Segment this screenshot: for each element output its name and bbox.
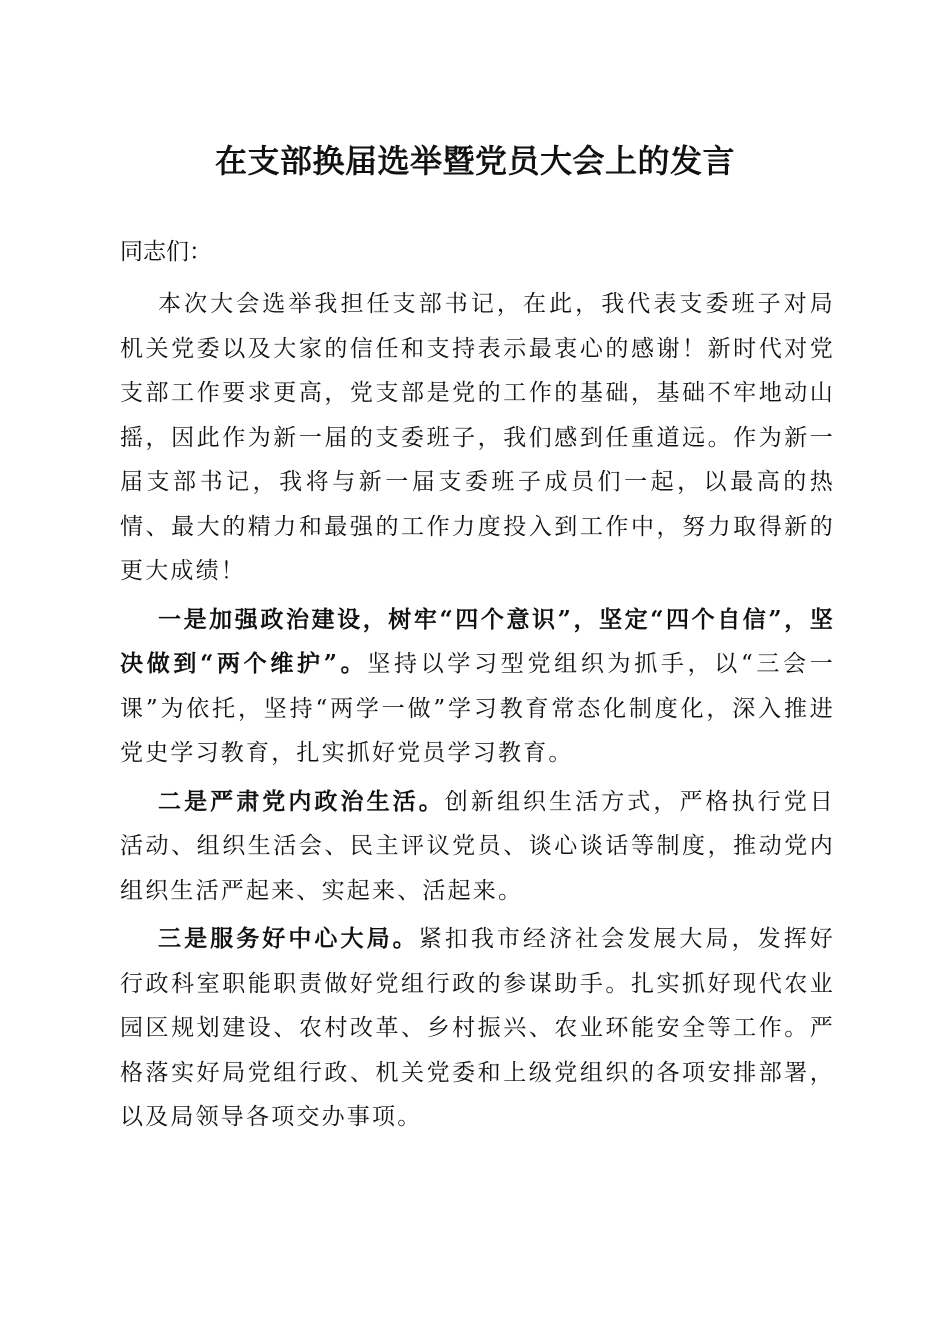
- paragraph-point-3: [120, 917, 835, 1140]
- paragraph-lead: 一是加强政治建设，树牢“四个意识”，坚定“四个自信”，坚决做到“两个维护”。: [120, 605, 835, 677]
- paragraph-point-2: [120, 780, 835, 914]
- paragraph-text: 紧扣我市经济社会发展大局，发挥好行政科室职能职责做好党组行政的参谋助手。扎实抓好现代农业园区规划建设、农村改革、乡村振兴、农业环能安全等工作。严格落实好局党组行政、机关党委和上级党组织的各项安排部署，以及局领导各项交办事项。: [120, 926, 835, 1130]
- paragraph-text: 创新组织生活方式，严格执行党日活动、组织生活会、民主评议党员、谈心谈话等制度，推动党内组织生活严起来、实起来、活起来。: [120, 788, 836, 904]
- document-body: [120, 230, 835, 1140]
- paragraph-lead: 二是严肃党内政治生活。: [158, 787, 445, 815]
- document-title: 在支部换届选举暨党员大会上的发言: [214, 142, 735, 180]
- paragraph-point-1: [120, 598, 835, 776]
- paragraph-lead: 三是服务好中心大局。: [158, 925, 419, 952]
- paragraph-opening: [120, 282, 835, 594]
- paragraph-text: 坚持以学习型党组织为抓手，以“三会一课”为依托，坚持“两学一做”学习教育常态化制度化，深入推进党史学习教育，扎实抓好党员学习教育。: [120, 651, 835, 766]
- paragraph-text: 本次大会选举我担任支部书记，在此，我代表支委班子对局机关党委以及大家的信任和支持表示最衷心的感谢！新时代对党支部工作要求更高，党支部是党的工作的基础，基础不牢地动山摇，因此作为新一届的支委班子，我们感到任重道远。作为新一届支部书记，我将与新一届支委班子成员们一起，以最高的热情、最大的精力和最强的工作力度投入到工作中，努力取得新的更大成绩！: [120, 291, 835, 584]
- salutation: 同志们：: [120, 239, 212, 265]
